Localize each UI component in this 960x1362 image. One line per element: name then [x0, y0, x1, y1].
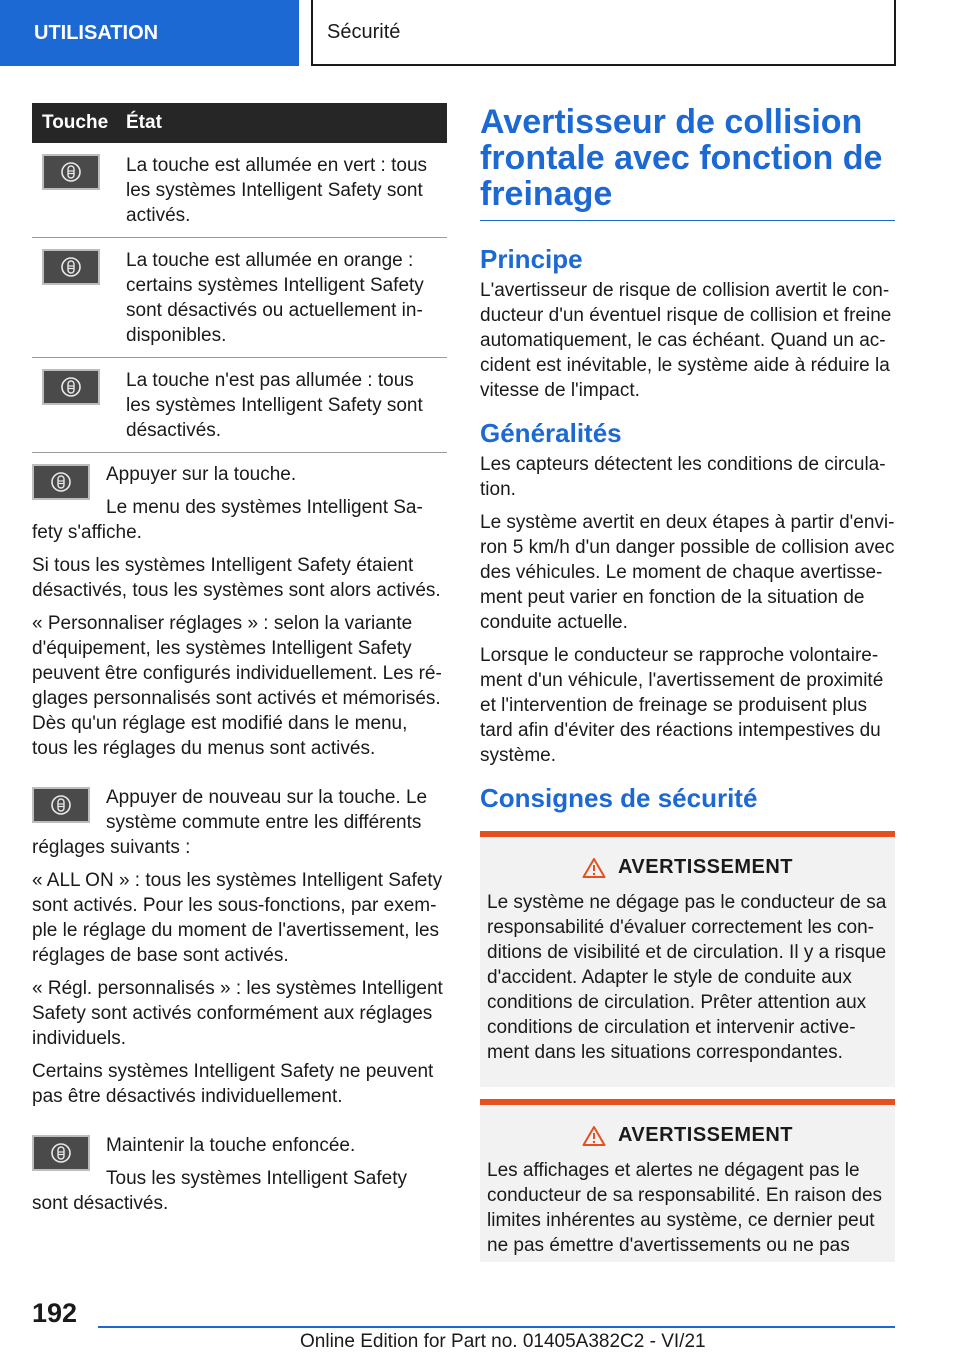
warning-triangle-icon — [582, 1125, 606, 1147]
table-row — [32, 143, 447, 238]
paragraph: Le système avertit en deux étapes à partir d'envi‐ron 5 km/h d'un danger possible de collision avec des véhicules. Le moment de chaque avertisse‐ment peut varier en fonction de la situation de conduite actuelle. — [480, 512, 895, 633]
table-cell-state: La touche n'est pas allumée : tous les systèmes Intelligent Safety sont désactivés. — [126, 370, 423, 441]
paragraph: Si tous les systèmes Intelligent Safety étaient désactivés, tous les systèmes sont alors activés. — [32, 555, 441, 601]
table-row — [32, 358, 447, 453]
heading-consignes: Consignes de sécurité — [480, 783, 758, 813]
intelligent-safety-button-icon — [32, 787, 90, 823]
warning-box — [480, 831, 895, 1087]
table-header-etat: État — [126, 112, 162, 133]
table-header-touche: Touche — [42, 112, 109, 133]
paragraph: Le menu des systèmes Intelligent Sa‐fety s'affiche. — [32, 497, 423, 543]
paragraph: « Personnaliser réglages » : selon la variante d'équipement, les systèmes Intelligent Safety peuvent être configurés individuellement. Les ré‐glages personnalisés sont activés et mémorisés. Dès qu'un réglage est modifié dans le menu, tous les réglages du menus sont activés. — [32, 613, 442, 759]
table-row — [32, 238, 447, 358]
page-number: 192 — [32, 1298, 78, 1328]
warning-box — [480, 1099, 895, 1262]
heading-principe: Principe — [480, 244, 583, 274]
paragraph: Tous les systèmes Intelligent Safety sont désactivés. — [32, 1168, 407, 1214]
subsection-tab: Sécurité — [311, 0, 896, 66]
section-tab: UTILISATION — [0, 0, 299, 66]
paragraph: L'avertisseur de risque de collision avertit le con‐ducteur d'un éventuel risque de collision et freine automatiquement, le cas échéant. Quand un ac‐cident est inévitable, le système aide à réduire la vitesse de l'impact. — [480, 280, 892, 401]
left-column — [32, 462, 447, 1224]
heading-generalites: Généralités — [480, 418, 622, 448]
step-press-button: Appuyer sur la touche. — [106, 464, 297, 485]
intelligent-safety-button-icon — [32, 464, 90, 500]
paragraph: Les capteurs détectent les conditions de circula‐tion. — [480, 454, 886, 500]
table-cell-state: La touche est allumée en vert : tous les systèmes Intelligent Safety sont activés. — [126, 155, 428, 226]
table-header — [32, 103, 447, 143]
paragraph: Certains systèmes Intelligent Safety ne peuvent pas être désactivés individuellement. — [32, 1061, 434, 1107]
warning-title: AVERTISSEMENT — [617, 1124, 794, 1146]
button-status-table — [32, 103, 447, 453]
table-cell-state: La touche est allumée en orange : certains systèmes Intelligent Safety sont désactivés ou actuellement in‐disponibles. — [126, 250, 424, 346]
edition-text: Online Edition for Part no. 01405A382C2 - VI/21 — [300, 1331, 706, 1352]
warning-triangle-icon — [582, 857, 606, 879]
right-column — [480, 104, 895, 1262]
intelligent-safety-button-icon — [42, 154, 100, 190]
section-title: Avertisseur de collision frontale avec fonction de freinage — [480, 104, 895, 221]
intelligent-safety-button-icon — [42, 249, 100, 285]
intelligent-safety-button-icon — [42, 369, 100, 405]
warning-text: Le système ne dégage pas le conducteur de sa responsabilité d'évaluer correctement les con‐ditions de visibilité et de circulation. Il y a risque d'accident. Adapter le style de conduite aux conditions de circulation. Prêter attention aux conditions de circulation et intervenir active‐ment dans les situations correspondantes. — [487, 892, 887, 1063]
warning-title: AVERTISSEMENT — [617, 856, 794, 878]
footer-divider — [98, 1326, 895, 1328]
intelligent-safety-button-icon — [32, 1135, 90, 1171]
paragraph: « ALL ON » : tous les systèmes Intelligent Safety sont activés. Pour les sous-fonctions, par exem‐ple le réglage du moment de l'avertissement, les réglages de base sont activés. — [32, 870, 443, 966]
warning-text: Les affichages et alertes ne dégagent pas le conducteur de sa responsabilité. En raison des limites inhérentes au système, ce dernier peut ne pas émettre d'avertissements ou ne pas — [487, 1160, 883, 1256]
step-press-again: Appuyer de nouveau sur la touche. Le système commute entre les différents réglages suivants : — [32, 787, 428, 858]
paragraph: « Régl. personnalisés » : les systèmes Intelligent Safety sont activés conformément aux réglages individuels. — [32, 978, 443, 1049]
step-hold-button: Maintenir la touche enfoncée. — [106, 1135, 356, 1156]
paragraph: Lorsque le conducteur se rapproche volontaire‐ment d'un véhicule, l'avertissement de proximité et l'intervention de freinage se produisent plus tard afin d'éviter des réactions intempestives du système. — [480, 645, 884, 766]
